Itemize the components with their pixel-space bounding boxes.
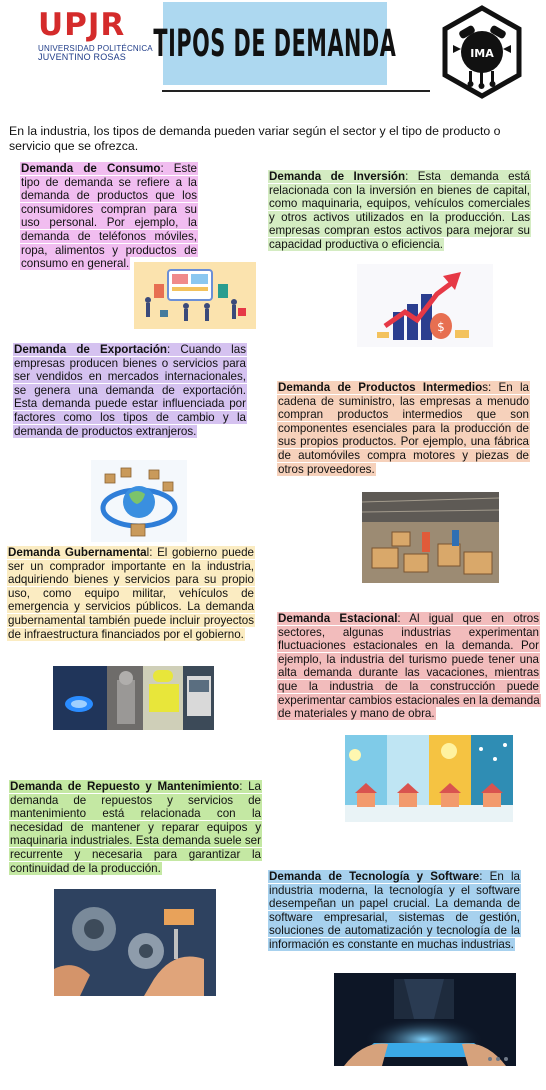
card-intermedios — [277, 381, 530, 476]
ima-logo-text: IMA — [470, 47, 494, 60]
upjr-logo-line1: UNIVERSIDAD POLITÉCNICA — [38, 44, 153, 53]
card-repuesto-heading: Demanda de Repuesto y Mantenimiento — [10, 780, 240, 793]
card-gubernamental-heading: Demanda Gubernamenta — [8, 546, 147, 559]
technology-hands-photo — [334, 973, 516, 1066]
card-intermedios-heading: Demanda de Productos Intermedio — [278, 381, 483, 394]
factory-warehouse-photo — [362, 492, 499, 583]
title-underline — [162, 90, 430, 92]
page-title: TIPOS DE DEMANDA — [153, 22, 397, 65]
card-tecnologia-body: : En la industria moderna, la tecnología y el software desempeñan un papel crucial. La demanda de software empresarial, sistemas de gestión, soluciones de automatización y tecnología de la información es constante en muchas industrias. — [269, 870, 520, 951]
card-repuesto — [9, 780, 262, 875]
card-inversion-body: : Esta demanda está relacionada con la inversión en bienes de capital, como maquinaria, equipos, vehículos comerciales y otros activos utilizados en la producción. Las empresas compran estos activos para mejorar su capacidad productiva o eficiencia. — [269, 170, 530, 251]
card-exportacion-body: : Cuando las empresas producen bienes o servicios para ser vendidos en mercados internacionales, se genera una demanda de exportación. Esta demanda puede estar influenciada por factores como los tipos de cambio y la demanda de productos extranjeros. — [14, 343, 246, 438]
seasons-illustration — [345, 735, 513, 822]
gas-worker-bus-photo — [53, 666, 214, 730]
card-inversion — [268, 170, 531, 252]
ima-logo-icon — [435, 5, 529, 99]
card-exportacion — [13, 343, 247, 438]
card-exportacion-heading: Demanda de Exportación — [14, 343, 168, 356]
upjr-logo — [38, 7, 153, 62]
title-banner — [153, 2, 397, 85]
svg-text:$: $ — [437, 320, 445, 334]
card-consumo-heading: Demanda de Consumo — [21, 162, 161, 175]
card-consumo — [20, 162, 198, 271]
card-estacional — [277, 612, 540, 721]
card-gubernamental — [7, 546, 255, 641]
investment-growth-illustration — [357, 264, 493, 347]
card-repuesto-body: : La demanda de repuestos y servicios de mantenimiento está relacionada con la necesidad de mantener y reparar equipos y maquinaria industriales. Esta demanda suele ser recurrente y necesaria para garantizar la continuidad de la producción. — [10, 780, 261, 875]
intro-text: En la industria, los tipos de demanda pueden variar según el sector y el tipo de producto o servicio que se ofrezca. — [9, 124, 501, 153]
card-inversion-heading: Demanda de Inversión — [269, 170, 406, 183]
card-intermedios-body: s: En la cadena de suministro, las empresas a menudo compran productos intermedios que son componentes esenciales para la producción de sus propios productos. Por ejemplo, una fábrica de automóviles compra motores y piezas de otros proveedores. — [278, 381, 529, 476]
upjr-logo-line2: JUVENTINO ROSAS — [38, 52, 127, 62]
machinery-repair-photo — [54, 889, 216, 996]
card-tecnologia — [268, 870, 521, 952]
card-gubernamental-body: l: El gobierno puede ser un comprador importante en la industria, adquiriendo bienes y servicios para su propio uso, como equipo militar, vehículos de emergencia y servicios públicos. La demanda gubernamental también puede incluir proyectos de infraestructura financiados por el gobierno. — [8, 546, 254, 641]
card-tecnologia-heading: Demanda de Tecnología y Software — [269, 870, 480, 883]
card-consumo-body: : Este tipo de demanda se refiere a la demanda de productos que los consumidores compran para su uso personal. Por ejemplo, la demanda de teléfonos móviles, ropa, alimentos y productos de consumo en general. — [21, 162, 197, 271]
global-export-illustration — [91, 460, 187, 542]
card-estacional-body: : Al igual que en otros sectores, algunas industrias experimentan fluctuaciones estacionales en la demanda. Por ejemplo, la industria del turismo puede tener una alta demanda durante las vacaciones, mientras que la industria de la construcción puede experimentar cambios estacionales en la demanda de materiales y mano de obra. — [278, 612, 540, 721]
upjr-logo-letters: UPJR — [38, 7, 126, 43]
shopping-illustration — [134, 262, 256, 329]
card-estacional-heading: Demanda Estacional — [278, 612, 398, 625]
